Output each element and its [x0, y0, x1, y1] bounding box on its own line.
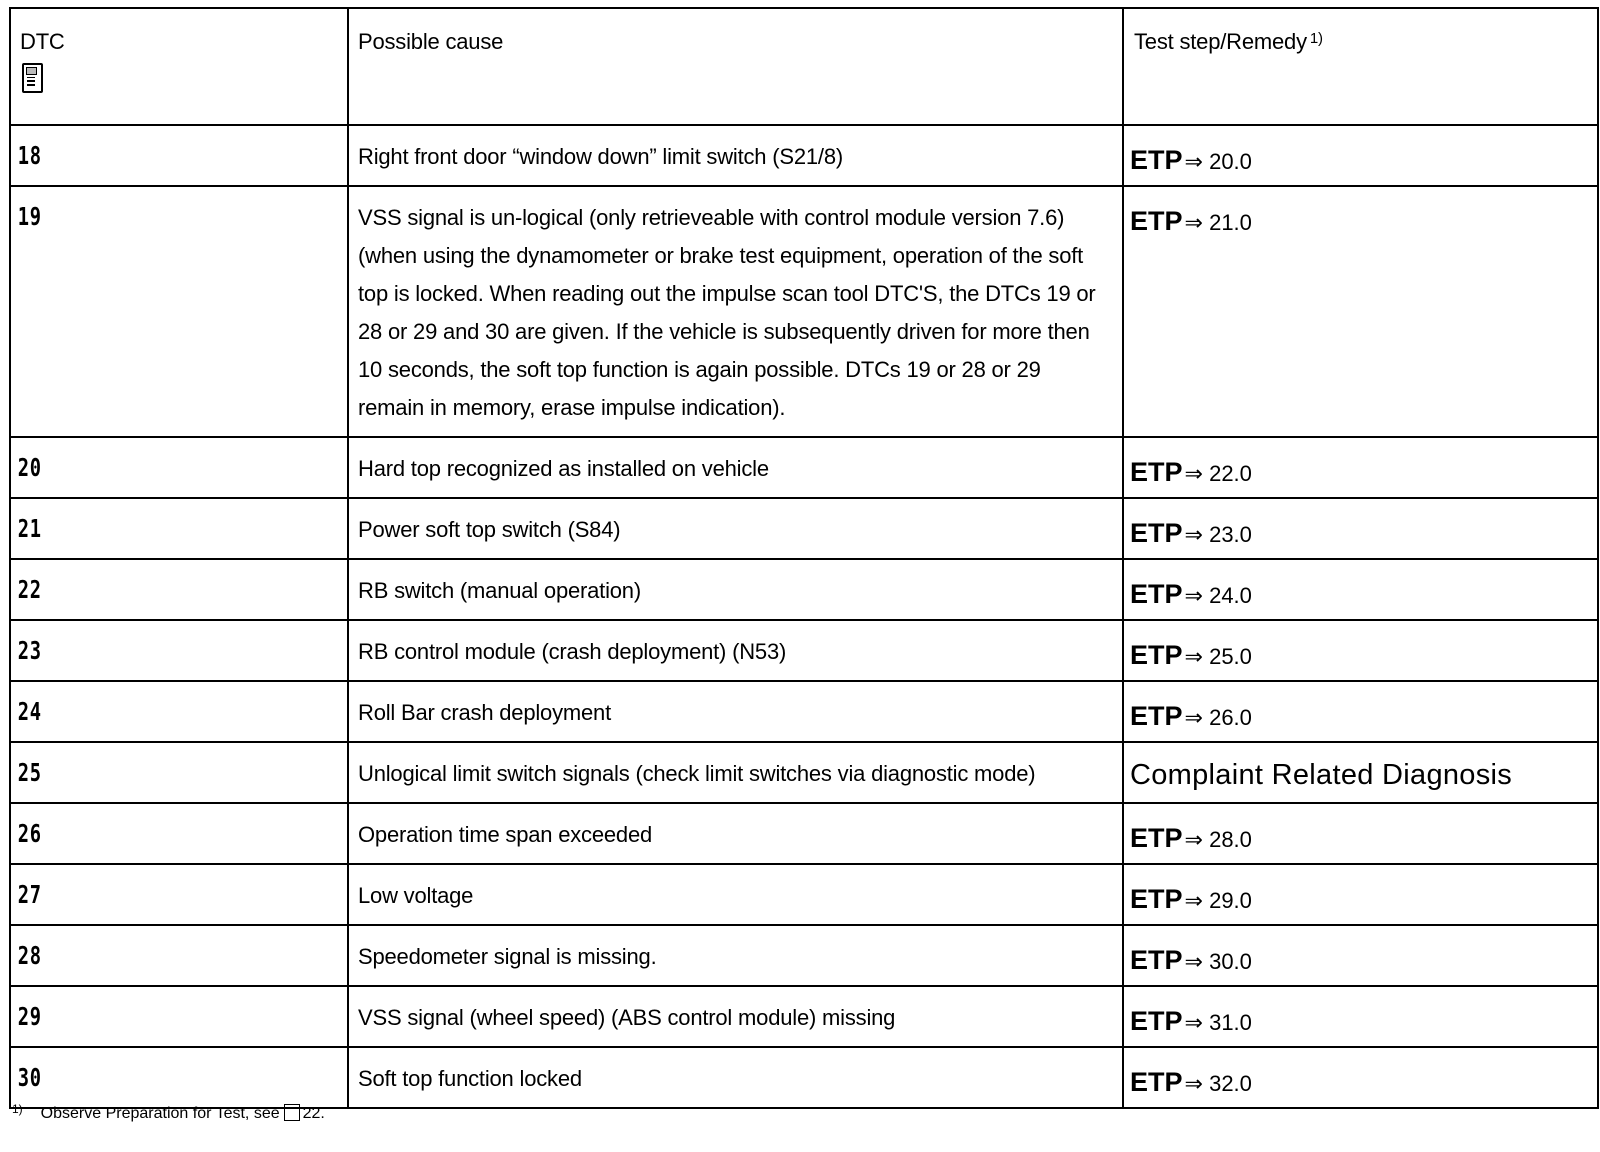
- remedy-cell: [1123, 742, 1598, 803]
- test-step: 29.0: [1209, 888, 1252, 913]
- cause-text: Soft top function locked: [358, 1066, 582, 1091]
- cause-cell: [348, 864, 1123, 925]
- etp-label: ETP: [1130, 640, 1183, 670]
- remedy-footnote-ref: 1): [1309, 30, 1323, 47]
- dtc-code: 26: [17, 819, 42, 848]
- right-double-arrow-icon: ⇒: [1184, 949, 1203, 974]
- scan-tool-icon: [22, 63, 43, 93]
- dtc-code: 25: [17, 758, 42, 787]
- right-double-arrow-icon: ⇒: [1184, 583, 1203, 608]
- cause-cell: [348, 681, 1123, 742]
- dtc-code: 21: [17, 514, 42, 543]
- right-double-arrow-icon: ⇒: [1184, 210, 1203, 235]
- test-step: 32.0: [1209, 1071, 1252, 1096]
- dtc-code: 19: [17, 202, 42, 231]
- right-double-arrow-icon: ⇒: [1184, 1010, 1203, 1035]
- remedy-cell: [1123, 620, 1598, 681]
- cause-text: RB control module (crash deployment) (N53): [358, 639, 787, 664]
- footnote-text: Observe Preparation for Test, see: [40, 1105, 280, 1122]
- footnote: [12, 1102, 325, 1123]
- etp-label: ETP: [1130, 518, 1183, 548]
- remedy-cell: [1123, 437, 1598, 498]
- cause-text: Operation time span exceeded: [358, 822, 653, 847]
- cause-cell: [348, 1047, 1123, 1108]
- dtc-code: 18: [17, 141, 42, 170]
- etp-label: ETP: [1130, 884, 1183, 914]
- cause-header-cell: [348, 8, 1123, 125]
- test-step: 23.0: [1209, 522, 1252, 547]
- cause-text: Unlogical limit switch signals (check limit switches via diagnostic mode): [358, 761, 1036, 786]
- etp-label: ETP: [1130, 701, 1183, 731]
- etp-label: ETP: [1130, 945, 1183, 975]
- remedy: [1124, 1048, 1597, 1098]
- table-row: [10, 498, 1598, 559]
- cause-cell: [348, 620, 1123, 681]
- cause-text: Speedometer signal is missing.: [358, 944, 657, 969]
- test-step: 20.0: [1209, 149, 1252, 174]
- cause-text: RB switch (manual operation): [358, 578, 641, 603]
- cause-cell: [348, 125, 1123, 186]
- remedy: [1124, 926, 1597, 976]
- right-double-arrow-icon: ⇒: [1184, 522, 1203, 547]
- dtc-cell: [10, 1047, 348, 1108]
- dtc-cell: [10, 620, 348, 681]
- dtc-code: 27: [17, 880, 42, 909]
- table-row: [10, 925, 1598, 986]
- cause-text: Roll Bar crash deployment: [358, 700, 612, 725]
- test-step: 30.0: [1209, 949, 1252, 974]
- dtc-table: [9, 7, 1599, 1109]
- remedy-cell: [1123, 1047, 1598, 1108]
- remedy: [1124, 438, 1597, 488]
- right-double-arrow-icon: ⇒: [1184, 888, 1203, 913]
- remedy-cell: [1123, 925, 1598, 986]
- cause-cell: [348, 437, 1123, 498]
- right-double-arrow-icon: ⇒: [1184, 1071, 1203, 1096]
- etp-label: ETP: [1130, 1067, 1183, 1097]
- test-step: 28.0: [1209, 827, 1252, 852]
- dtc-cell: [10, 437, 348, 498]
- remedy-cell: [1123, 864, 1598, 925]
- table-row: [10, 125, 1598, 186]
- dtc-code: 23: [17, 636, 42, 665]
- remedy: [1124, 187, 1597, 237]
- cause-text: Low voltage: [358, 883, 474, 908]
- cause-text: Right front door “window down” limit switch (S21/8): [358, 144, 843, 169]
- table-row: [10, 1047, 1598, 1108]
- table-row: [10, 186, 1598, 437]
- remedy-cell: [1123, 125, 1598, 186]
- etp-label: ETP: [1130, 457, 1183, 487]
- table-row: [10, 986, 1598, 1047]
- cause-cell: [348, 986, 1123, 1047]
- table-row: [10, 559, 1598, 620]
- dtc-code: 24: [17, 697, 42, 726]
- dtc-header-cell: [10, 8, 348, 125]
- table-row: [10, 681, 1598, 742]
- footnote-page: 22.: [302, 1105, 325, 1122]
- table-row: [10, 803, 1598, 864]
- remedy-cell: [1123, 498, 1598, 559]
- dtc-header: DTC: [20, 29, 65, 54]
- cause-text: VSS signal (wheel speed) (ABS control module) missing: [358, 1005, 896, 1030]
- dtc-cell: [10, 559, 348, 620]
- right-double-arrow-icon: ⇒: [1184, 705, 1203, 730]
- remedy: [1124, 126, 1597, 176]
- cause-cell: [348, 186, 1123, 437]
- etp-label: ETP: [1130, 823, 1183, 853]
- dtc-cell: [10, 681, 348, 742]
- test-step: 26.0: [1209, 705, 1252, 730]
- table-row: [10, 620, 1598, 681]
- book-page-icon: [284, 1104, 300, 1121]
- table-header-row: [10, 8, 1598, 125]
- cause-cell: [348, 742, 1123, 803]
- cause-cell: [348, 498, 1123, 559]
- dtc-cell: [10, 803, 348, 864]
- remedy: [1124, 987, 1597, 1037]
- table-row: [10, 742, 1598, 803]
- right-double-arrow-icon: ⇒: [1184, 149, 1203, 174]
- test-step: 22.0: [1209, 461, 1252, 486]
- test-step: 25.0: [1209, 644, 1252, 669]
- right-double-arrow-icon: ⇒: [1184, 827, 1203, 852]
- test-step: 31.0: [1209, 1010, 1252, 1035]
- etp-label: ETP: [1130, 145, 1183, 175]
- cause-cell: [348, 925, 1123, 986]
- dtc-cell: [10, 864, 348, 925]
- remedy: [1124, 499, 1597, 549]
- right-double-arrow-icon: ⇒: [1184, 644, 1203, 669]
- cause-cell: [348, 803, 1123, 864]
- dtc-code: 22: [17, 575, 42, 604]
- dtc-cell: [10, 742, 348, 803]
- footnote-mark: 1): [12, 1102, 23, 1116]
- remedy-cell: [1123, 803, 1598, 864]
- cause-text: Power soft top switch (S84): [358, 517, 621, 542]
- etp-label: ETP: [1130, 206, 1183, 236]
- dtc-cell: [10, 125, 348, 186]
- cause-cell: [348, 559, 1123, 620]
- remedy: [1124, 804, 1597, 854]
- remedy-cell: [1123, 186, 1598, 437]
- remedy-cell: [1123, 681, 1598, 742]
- remedy-text: Complaint Related Diagnosis: [1130, 759, 1513, 791]
- test-step: 21.0: [1209, 210, 1252, 235]
- dtc-code: 29: [17, 1002, 42, 1031]
- etp-label: ETP: [1130, 579, 1183, 609]
- remedy-header: Test step/Remedy: [1134, 29, 1307, 54]
- remedy-cell: [1123, 559, 1598, 620]
- table-row: [10, 437, 1598, 498]
- dtc-code: 30: [17, 1063, 42, 1092]
- dtc-cell: [10, 925, 348, 986]
- etp-label: ETP: [1130, 1006, 1183, 1036]
- remedy: [1124, 682, 1597, 732]
- test-step: 24.0: [1209, 583, 1252, 608]
- cause-text: VSS signal is un-logical (only retrieveable with control module version 7.6) (when using the dynamometer or brake test equipment, operation of the soft top is locked. When reading out the impulse scan tool DTC'S, the DTCs 19 or 28 or 29 and 30 are given. If the vehicle is subsequently driven for more then 10 seconds, the soft top function is again possible. DTCs 19 or 28 or 29 remain in memory, erase impulse indication).: [358, 205, 1096, 420]
- cause-header: Possible cause: [358, 29, 504, 54]
- dtc-cell: [10, 986, 348, 1047]
- dtc-cell: [10, 186, 348, 437]
- remedy: [1124, 560, 1597, 610]
- remedy-cell: [1123, 986, 1598, 1047]
- dtc-code: 28: [17, 941, 42, 970]
- dtc-cell: [10, 498, 348, 559]
- remedy: [1124, 865, 1597, 915]
- remedy-header-cell: [1123, 8, 1598, 125]
- cause-text: Hard top recognized as installed on vehicle: [358, 456, 769, 481]
- remedy: [1124, 621, 1597, 671]
- table-row: [10, 864, 1598, 925]
- right-double-arrow-icon: ⇒: [1184, 461, 1203, 486]
- dtc-code: 20: [17, 453, 42, 482]
